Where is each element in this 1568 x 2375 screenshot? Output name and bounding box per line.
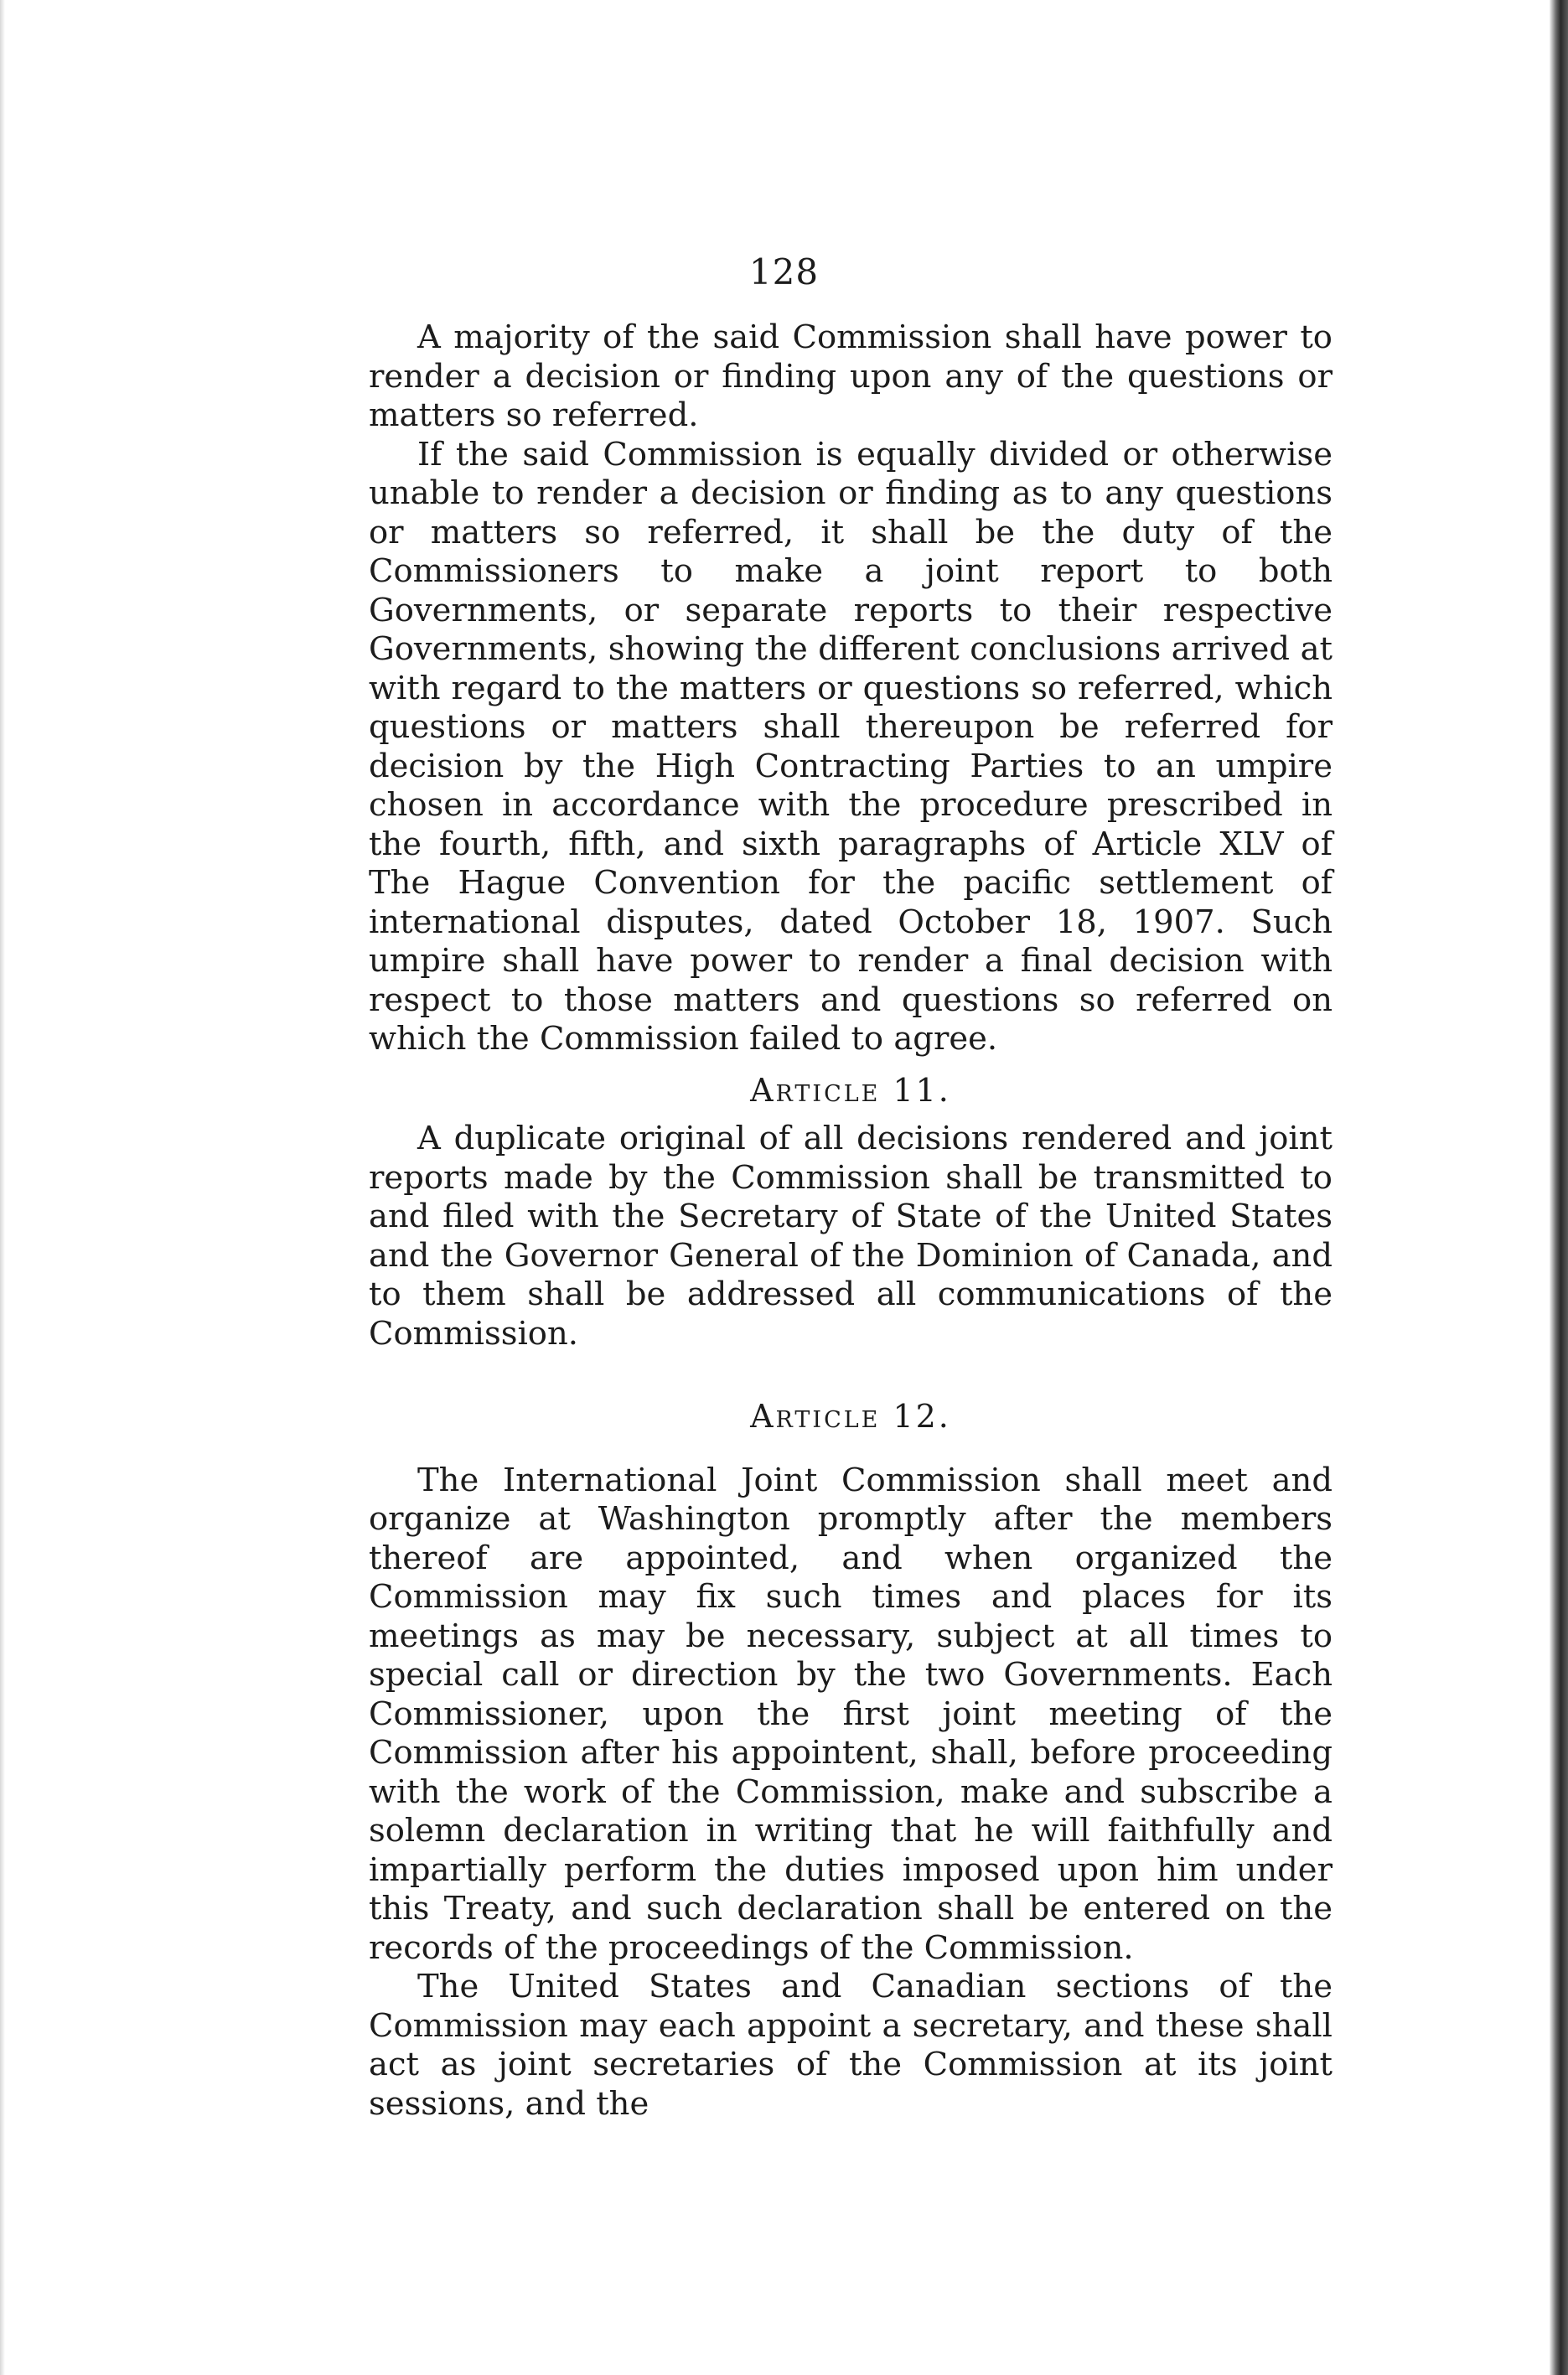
article-11-heading: Article 11. [750, 1071, 951, 1109]
paragraph-secretaries: The United States and Canadian sections of the Commission may each appoint a secretary, and these shall act as joint secretaries of the Commission at its joint sessions, and the [369, 1968, 1333, 2123]
paragraph-umpire-procedure: If the said Commission is equally divided or otherwise unable to render a decision or finding as to any questions or matters so referred, it shall be the duty of the Commissioners to make a joint report to both Governments, or separate reports to their respective Governments, showing the different conclusions arrived at with regard to the matters or questions so referred, which questions or matters shall thereupon be referred for decision by the High Contracting Parties to an umpire chosen in accordance with the procedure prescribed in the fourth, fifth, and sixth paragraphs of Article XLV of The Hague Convention for the pacific settlement of international disputes, dated October 18, 1907. Such umpire shall have power to render a final decision with respect to those matters and questions so referred on which the Commission failed to agree. [369, 435, 1333, 1058]
paragraph-duplicate-original: A duplicate original of all decisions rendered and joint reports made by the Commission shall be transmitted to and filed with the Secretary of State of the United States and the Governor General of the Dominion of Canada, and to them shall be addressed all communications of the Commission. [369, 1120, 1333, 1353]
paragraph-majority-decision: A majority of the said Commission shall have power to render a decision or finding upon any of the questions or matters so referred. [369, 318, 1333, 434]
article-12-heading: Article 12. [750, 1398, 951, 1435]
scan-left-edge [0, 0, 5, 2375]
scan-right-edge [1550, 0, 1568, 2375]
body-text [369, 318, 1333, 2124]
paragraph-commission-meeting: The International Joint Commission shall meet and organize at Washington promptly after the members thereof are appointed, and when organized the Commission may fix such times and places for its meetings as may be necessary, subject at all times to special call or direction by the two Governments. Each Commissioner, upon the first joint meeting of the Commission after his appointent, shall, before proceeding with the work of the Commission, make and subscribe a solemn declaration in writing that he will faithfully and impartially perform the duties imposed upon him under this Treaty, and such declaration shall be entered on the records of the proceedings of the Commission. [369, 1461, 1333, 1967]
page-number: 128 [748, 251, 820, 292]
